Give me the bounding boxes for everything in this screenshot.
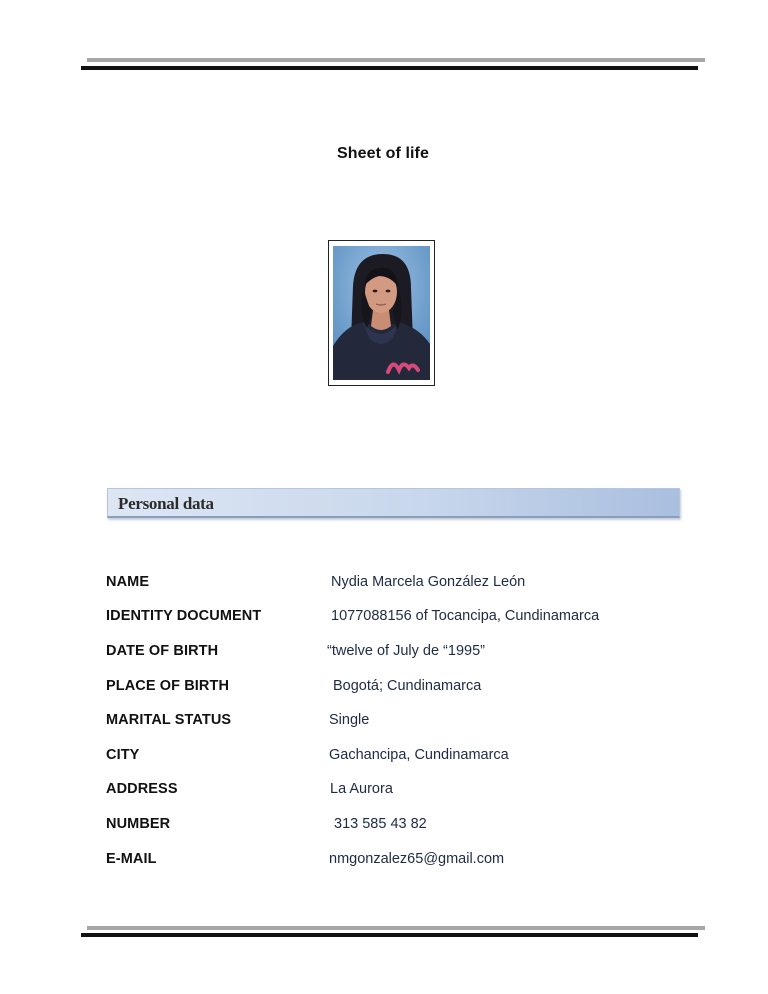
field-label: NAME	[106, 574, 150, 590]
data-row-identity-document	[0, 608, 768, 628]
data-row-marital-status	[0, 712, 768, 732]
footer-rule-thin	[87, 926, 705, 930]
profile-photo-frame	[328, 240, 435, 386]
profile-photo	[333, 246, 430, 380]
field-value: Nydia Marcela González León	[331, 574, 526, 590]
data-row-name	[0, 574, 768, 594]
field-label: DATE OF BIRTH	[106, 643, 219, 659]
field-label: MARITAL STATUS	[106, 712, 232, 728]
section-title: Personal data	[118, 494, 214, 513]
field-value: Bogotá; Cundinamarca	[333, 678, 482, 694]
header-rule-thick	[81, 66, 698, 70]
field-label: IDENTITY DOCUMENT	[106, 608, 262, 624]
field-label: CITY	[106, 747, 140, 763]
page-title-text: Sheet of life	[337, 145, 429, 162]
field-value: 1077088156 of Tocancipa, Cundinamarca	[331, 608, 600, 624]
section-header-personal-data	[107, 488, 680, 518]
data-row-city	[0, 747, 768, 767]
field-label: PLACE OF BIRTH	[106, 678, 230, 694]
field-value: La Aurora	[330, 781, 393, 797]
field-value: Gachancipa, Cundinamarca	[329, 747, 509, 763]
header-rule-thin	[87, 58, 705, 62]
data-row-email	[0, 851, 768, 871]
data-row-address	[0, 781, 768, 801]
field-value: “twelve of July de “1995”	[327, 643, 485, 659]
field-label: NUMBER	[106, 816, 171, 832]
data-row-number	[0, 816, 768, 836]
portrait-photo-icon	[333, 246, 430, 380]
field-label: ADDRESS	[106, 781, 178, 797]
field-label: E-MAIL	[106, 851, 157, 867]
field-value: Single	[329, 712, 370, 728]
data-row-place-of-birth	[0, 678, 768, 698]
field-value: 313 585 43 82	[334, 816, 427, 832]
page-title	[0, 145, 768, 163]
footer-rule-thick	[81, 933, 698, 937]
data-row-date-of-birth	[0, 643, 768, 663]
field-value: nmgonzalez65@gmail.com	[329, 851, 505, 867]
